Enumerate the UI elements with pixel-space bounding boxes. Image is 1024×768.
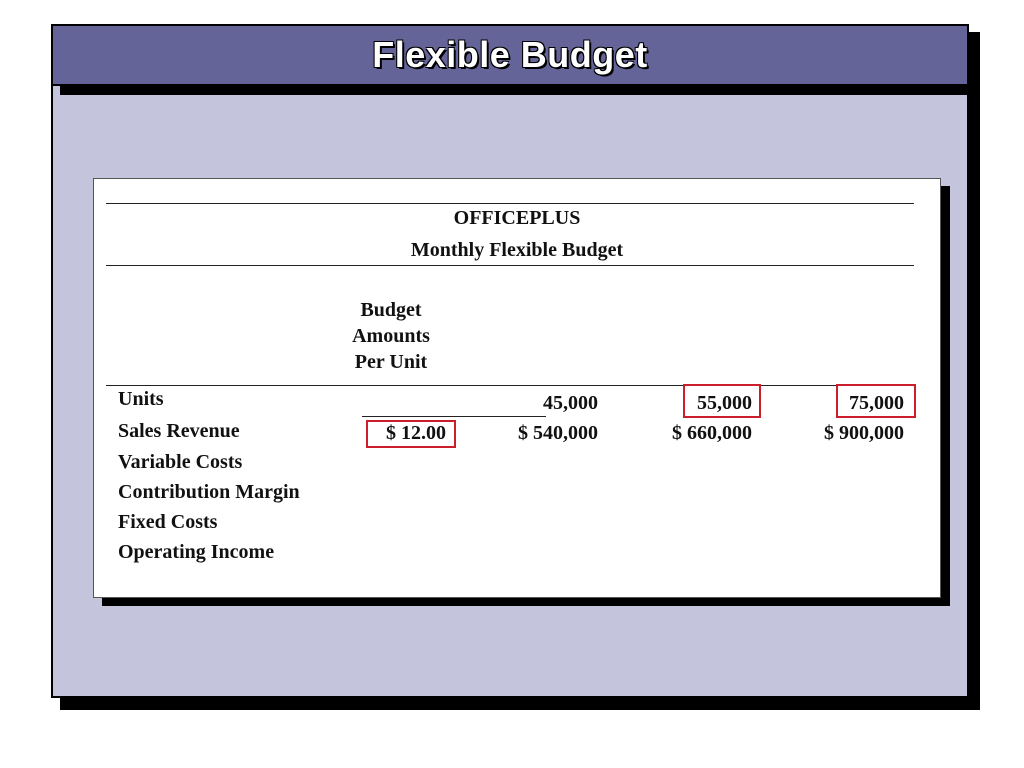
units-underline xyxy=(362,416,546,417)
highlight-box-55000 xyxy=(683,384,761,418)
company-name: OFFICEPLUS xyxy=(453,207,581,229)
statement-subtitle: Monthly Flexible Budget xyxy=(410,239,624,261)
units-col-3: 75,000 xyxy=(849,392,904,414)
row-label-variable-costs: Variable Costs xyxy=(118,451,243,473)
budget-statement xyxy=(93,178,941,598)
top-rule xyxy=(106,203,914,204)
units-col-2: 55,000 xyxy=(697,392,752,414)
row-label-fixed-costs: Fixed Costs xyxy=(118,511,218,533)
slide-title: Flexible Budget xyxy=(372,34,648,75)
highlight-box-75000 xyxy=(836,384,916,418)
units-col-1: 45,000 xyxy=(543,392,598,414)
column-header-line-2: Amounts xyxy=(352,325,430,347)
header-rule xyxy=(106,265,914,266)
row-label-contribution-margin: Contribution Margin xyxy=(118,481,300,503)
highlight-box-price xyxy=(366,420,456,448)
sales-col-1: $ 540,000 xyxy=(518,422,598,444)
column-header-rule xyxy=(106,385,914,386)
title-bar xyxy=(51,24,969,86)
sales-col-3: $ 900,000 xyxy=(824,422,904,444)
row-label-operating-income: Operating Income xyxy=(118,541,275,563)
row-label-units: Units xyxy=(118,388,164,410)
sales-per-unit: $ 12.00 xyxy=(386,422,446,444)
row-label-sales-revenue: Sales Revenue xyxy=(118,420,240,442)
column-header-line-3: Per Unit xyxy=(354,351,428,373)
sales-col-2: $ 660,000 xyxy=(672,422,752,444)
column-header-line-1: Budget xyxy=(360,299,422,321)
